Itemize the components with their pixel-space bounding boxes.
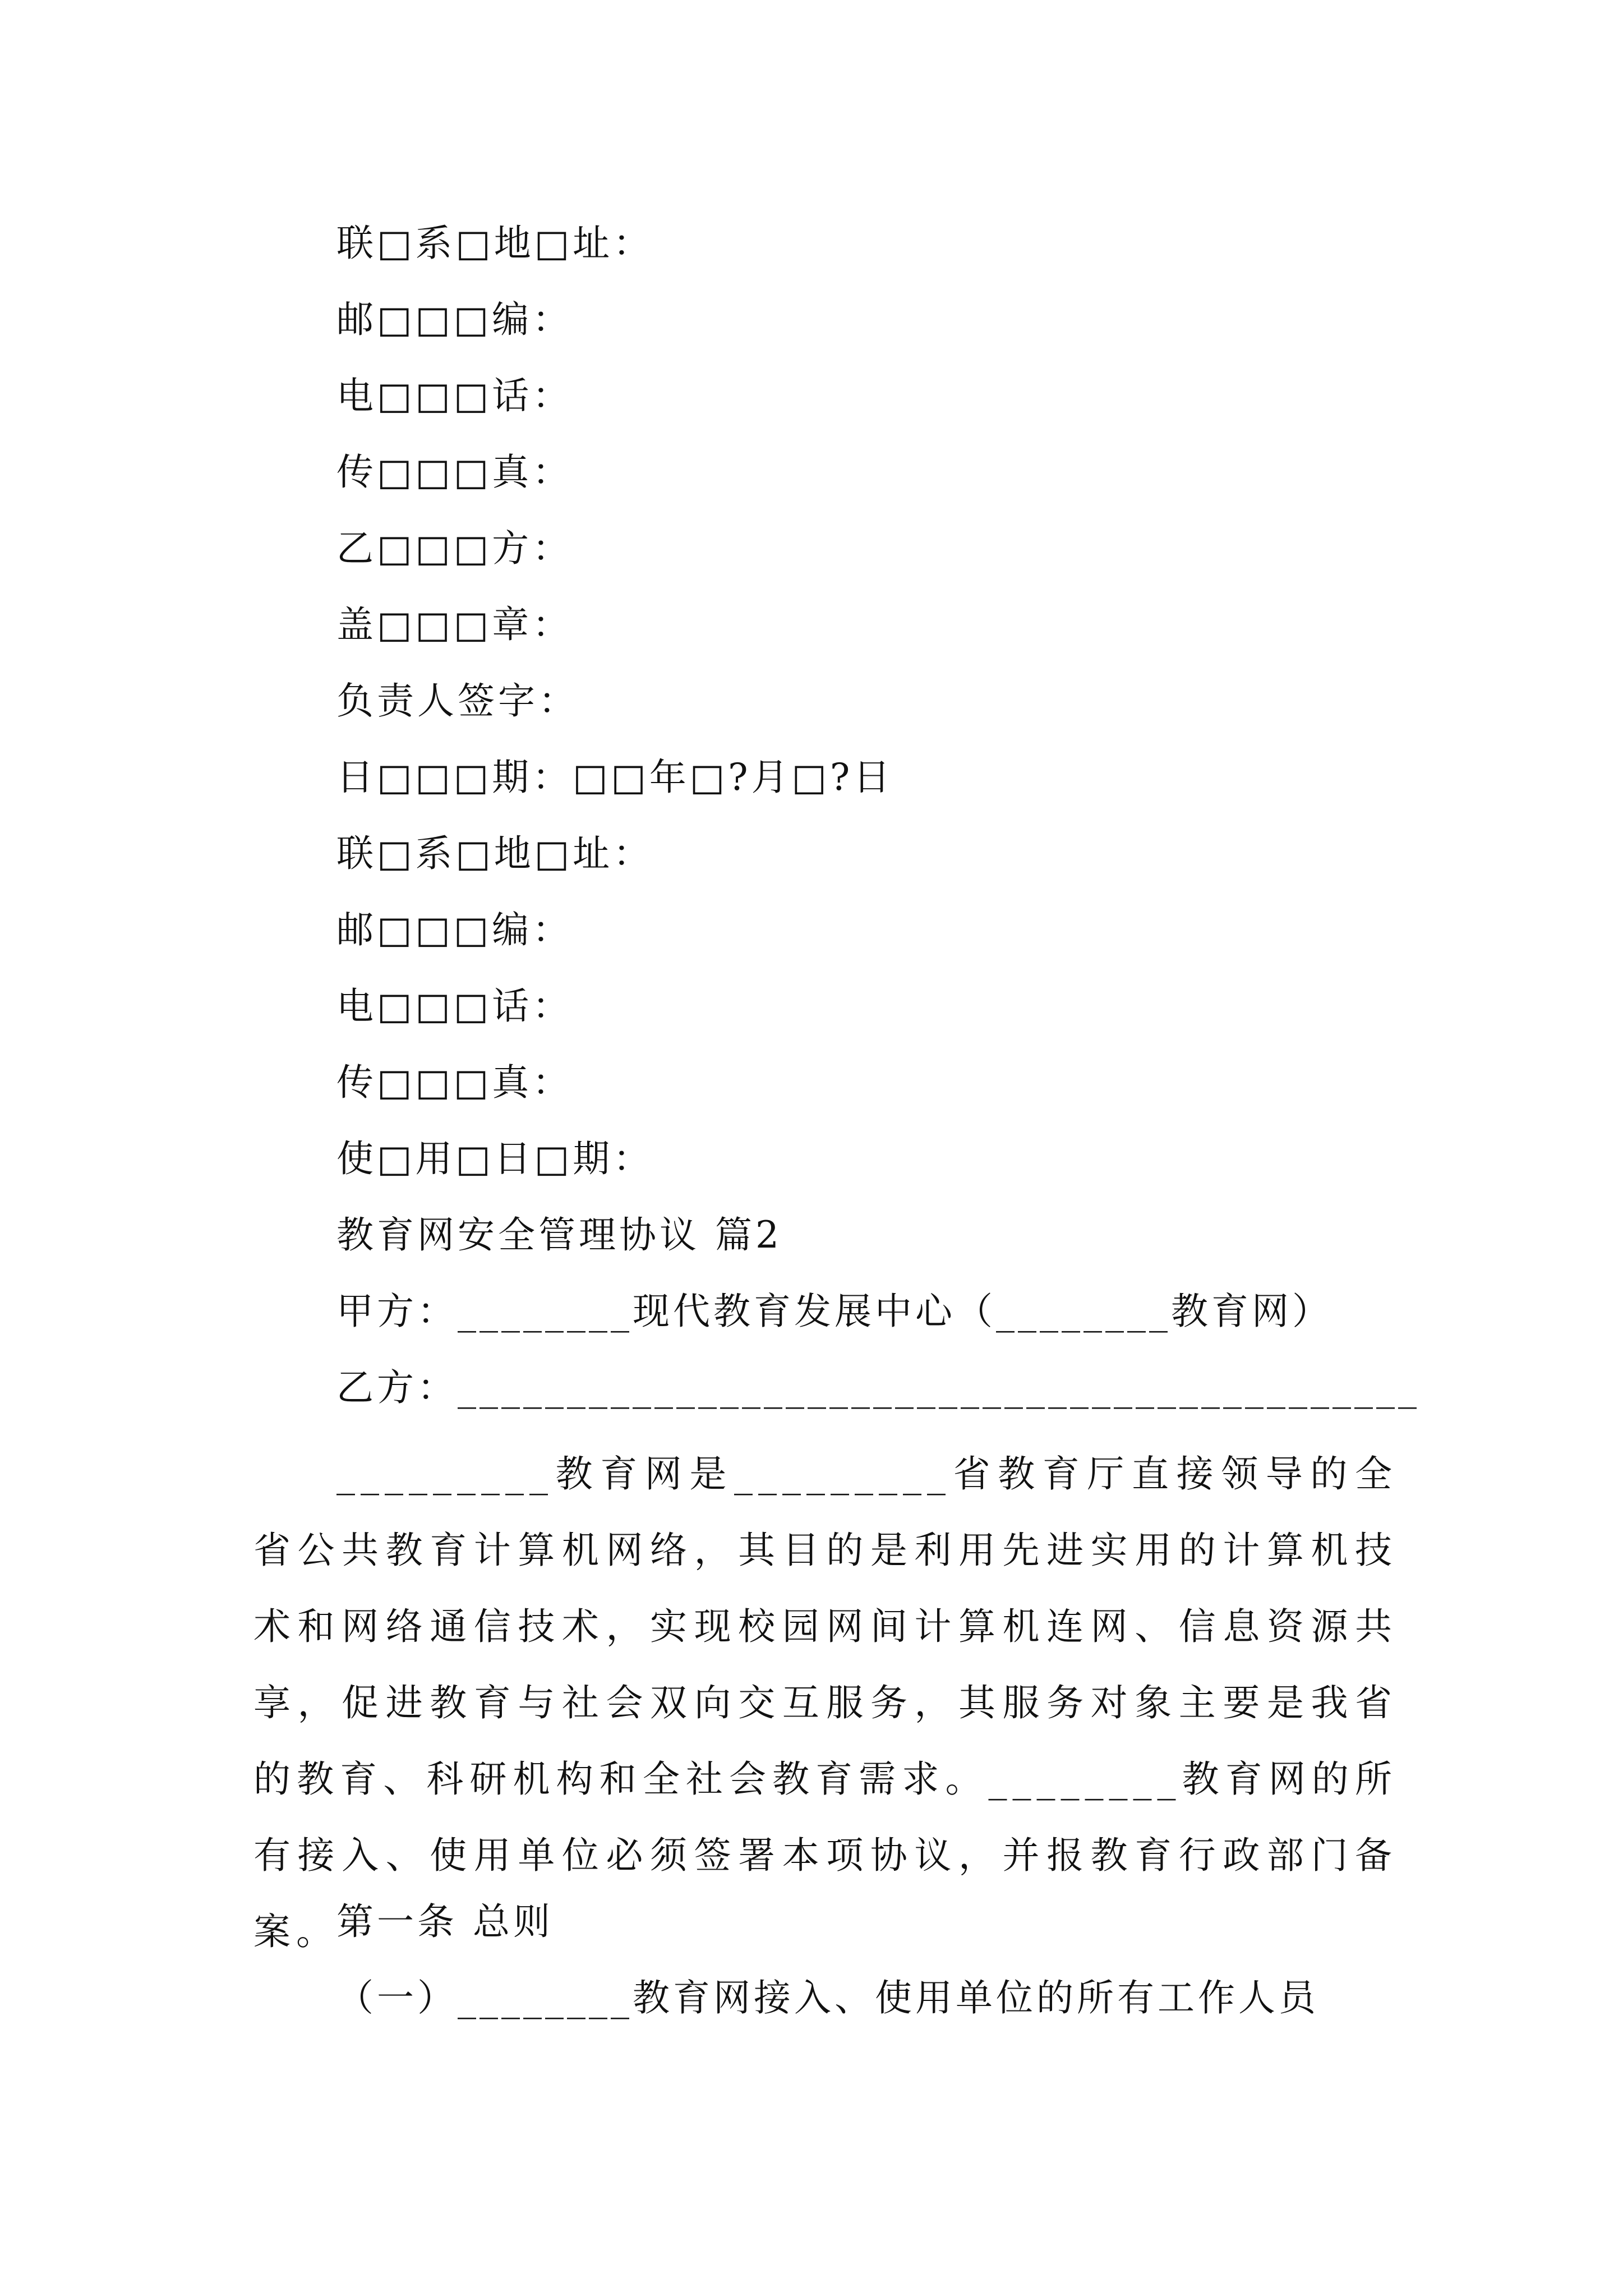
contact-address-line-2: 联□系□地□址：	[336, 832, 654, 875]
section-title: 第一条 总则	[336, 1900, 554, 1943]
contact-address-line-1: 联□系□地□址：	[336, 222, 654, 265]
postcode-line-1: 邮□□□编：	[336, 298, 573, 341]
intro-paragraph: _________教育网是_________省教育厅直接领导的全省公共教育计算机网络，其目的是利用先进实用的计算机技术和网络通信技术，实现校园网间计算机连网、信息资源共享，促进教育与社会双向交互服务，其服务对象主要是我省的教育、科研机构和全社会教育需求。________教育网的所有接入、使用单位必须签署本项协议，并报教育行政部门备案。	[253, 1452, 1398, 1953]
agreement-title: 教育网安全管理协议 篇2	[336, 1213, 782, 1257]
fax-line-2: 传□□□真：	[336, 1061, 573, 1104]
signature-line: 负责人签字：	[336, 679, 579, 723]
party-b-blank-line: 乙方：____________________________________________	[336, 1366, 1420, 1409]
seal-line: 盖□□□章：	[336, 603, 573, 646]
postcode-line-2: 邮□□□编：	[336, 908, 573, 951]
phone-line-2: 电□□□话：	[336, 984, 573, 1028]
date-line: 日□□□期：□□年□?月□?日	[336, 756, 894, 799]
clause-1: （一）________教育网接入、使用单位的所有工作人员	[336, 1976, 1319, 2019]
usage-date-line: 使□用□日□期：	[336, 1137, 654, 1180]
party-b-line: 乙□□□方：	[336, 527, 573, 570]
party-a-line: 甲方：________现代教育发展中心（________教育网）	[336, 1290, 1332, 1333]
fax-line-1: 传□□□真：	[336, 450, 573, 494]
phone-line-1: 电□□□话：	[336, 374, 573, 417]
